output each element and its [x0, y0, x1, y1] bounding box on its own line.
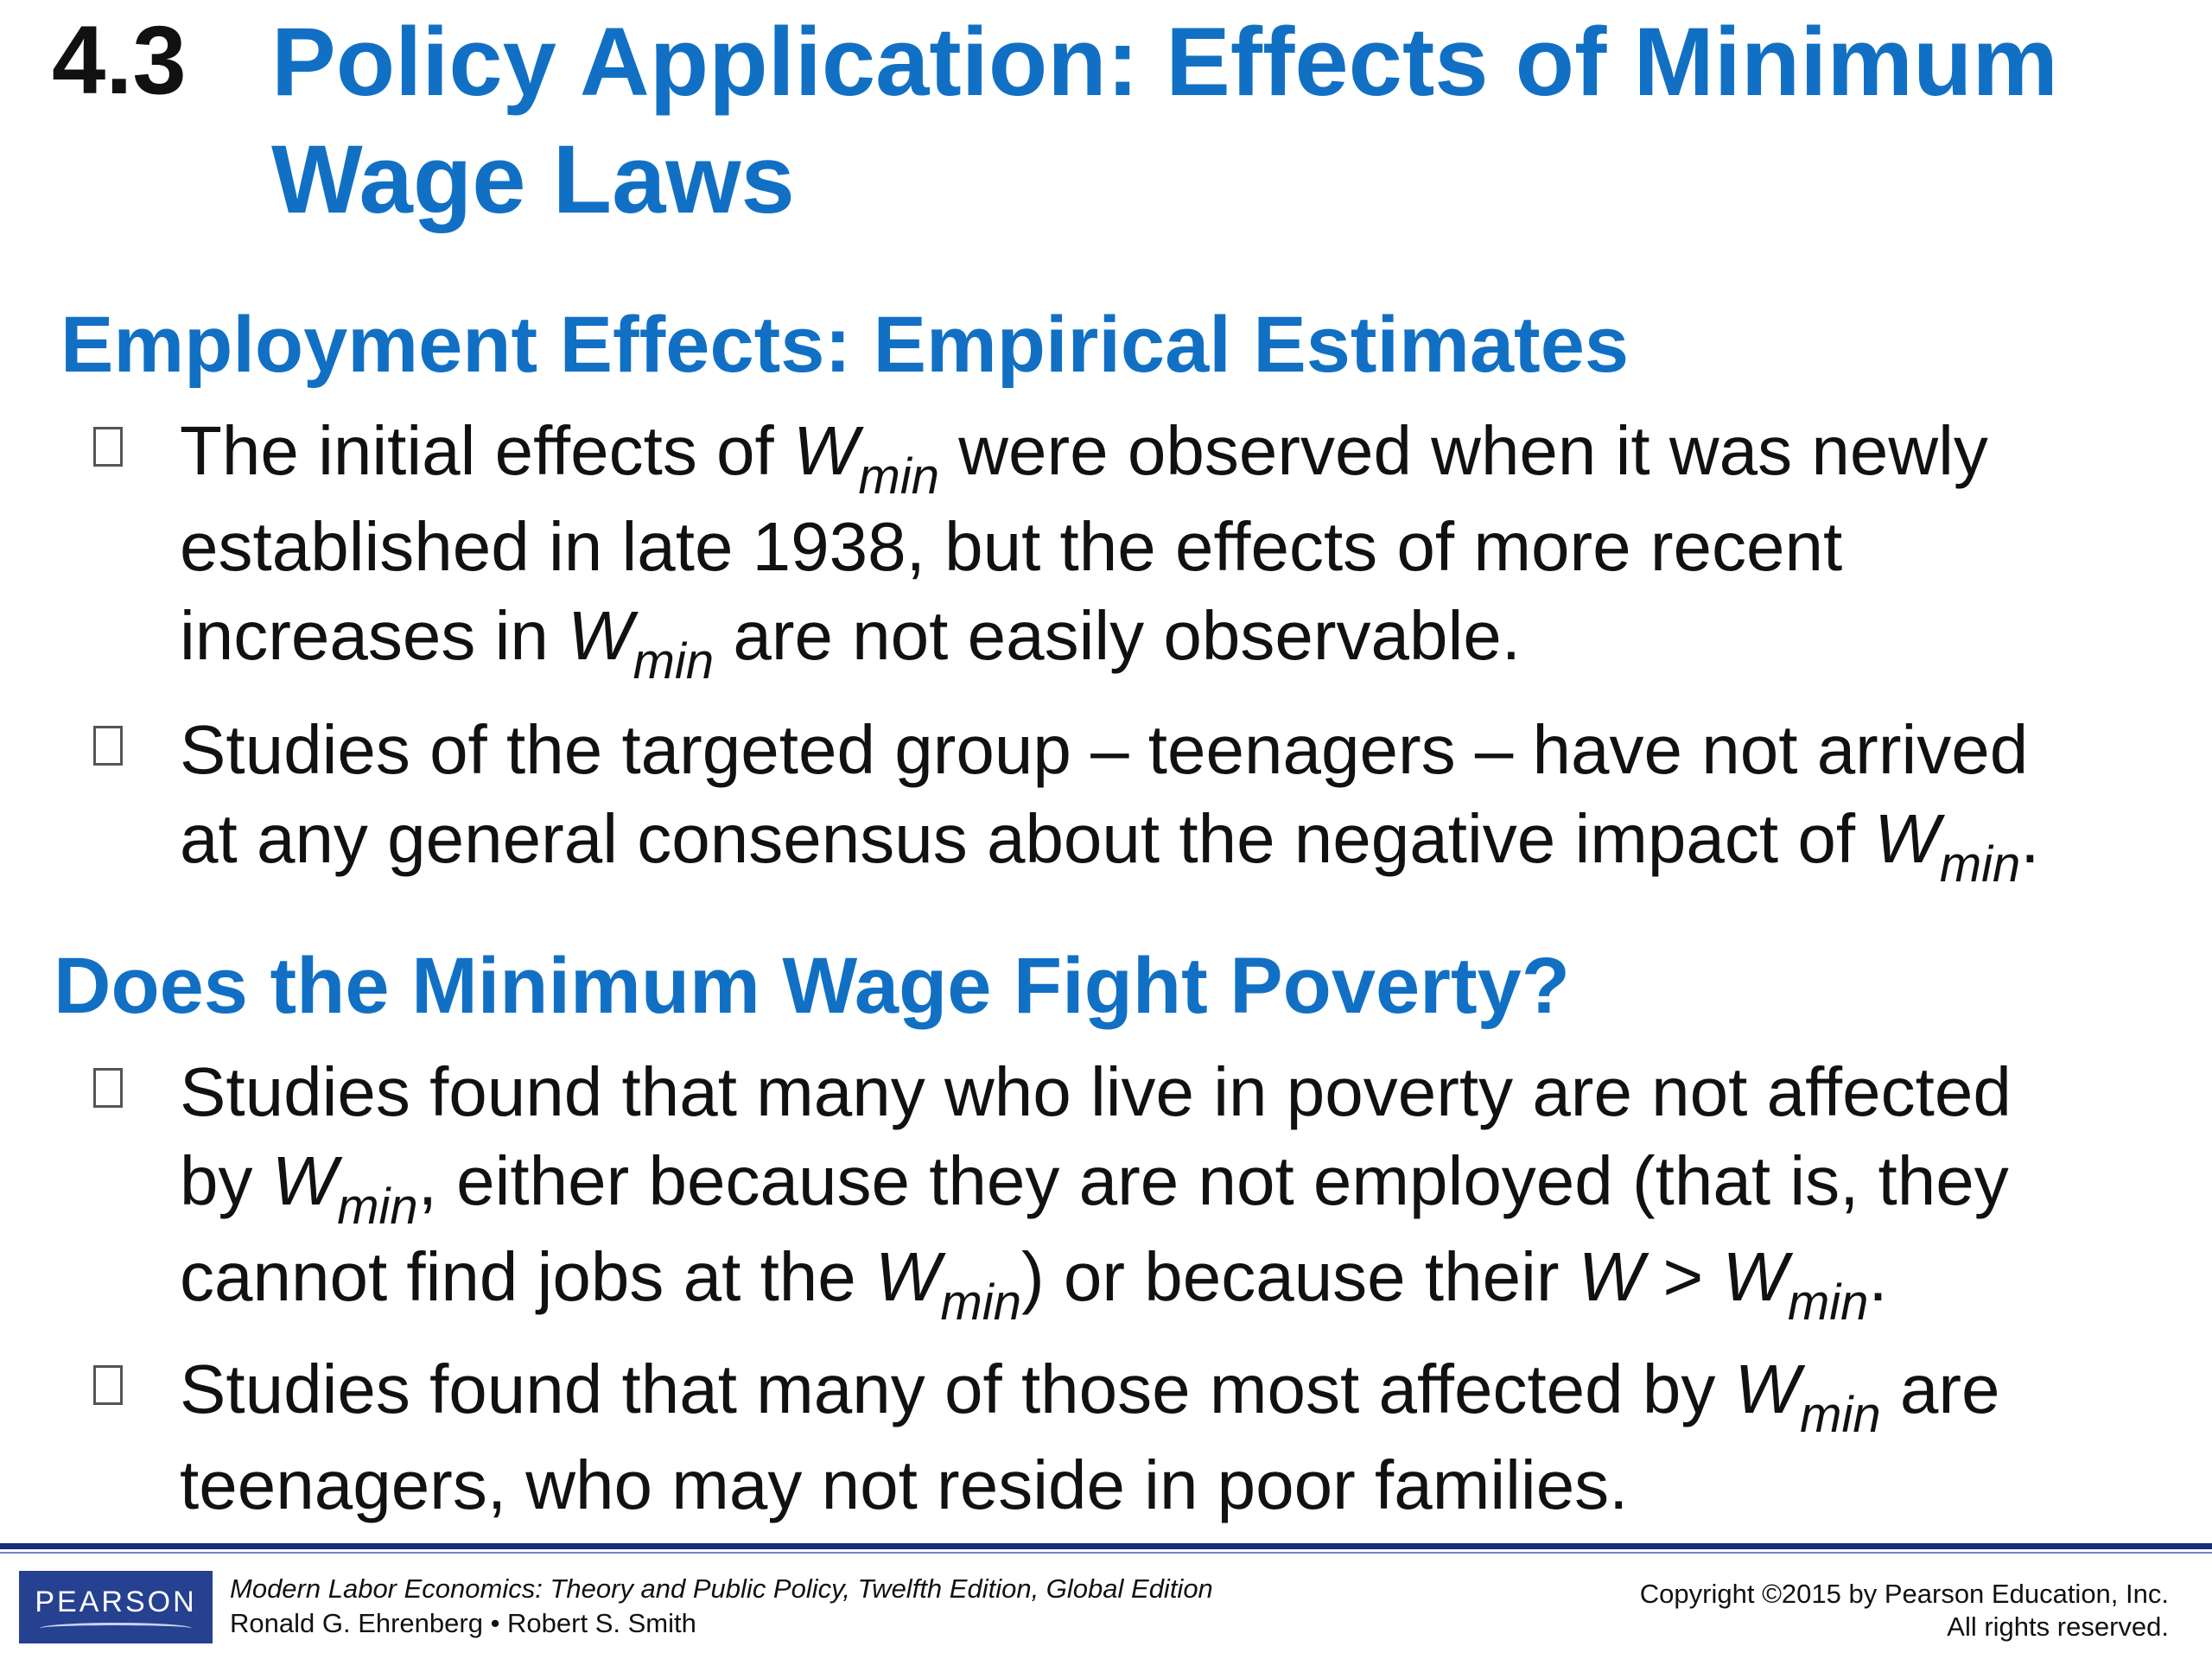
bullet-text — [180, 1047, 2193, 1331]
bullet-square-icon — [93, 1365, 123, 1405]
wage-symbol: W — [875, 1238, 941, 1315]
wage-symbol: W — [1722, 1238, 1788, 1315]
bullet-line: Studies found that many of those most affected by $W_{min}$ are — [180, 1351, 2000, 1443]
min-subscript: min — [1939, 836, 2021, 893]
bullet-square-icon — [93, 1068, 123, 1108]
title-line-1: Policy Application: Effects of Minimum — [271, 8, 2059, 116]
min-subscript: min — [632, 633, 715, 690]
bullet-text — [180, 406, 2193, 690]
wage-symbol: W — [793, 412, 859, 489]
logo-text: PEARSON — [35, 1586, 197, 1618]
bullet-line: teenagers, who may not reside in poor families. — [180, 1446, 1629, 1523]
footer-book-title: Modern Labor Economics: Theory and Public Policy, Twelfth Edition, Global Edition — [230, 1573, 1213, 1604]
wage-symbol: W — [1734, 1351, 1801, 1427]
bullet-line: increases in $W_{min}$ are not easily observable. — [180, 597, 1521, 690]
footer-copyright — [1640, 1578, 2169, 1643]
min-subscript: min — [940, 1274, 1021, 1331]
bullet-text — [180, 1344, 2193, 1529]
bullet-text — [180, 705, 2193, 893]
wage-symbol: W — [271, 1142, 338, 1219]
min-subscript: min — [1800, 1387, 1881, 1443]
bullet-line: established in late 1938, but the effects of more recent — [180, 508, 1843, 585]
bullet-square-icon — [93, 726, 123, 766]
section-heading-poverty: Does the Minimum Wage Fight Poverty? — [54, 942, 1570, 1030]
footer-authors: Ronald G. Ehrenberg • Robert S. Smith — [230, 1608, 696, 1638]
bullet-line: The initial effects of $W_{min}$ were observed when it was newly — [180, 412, 1988, 505]
bullet-line: by $W_{min}$, either because they are not employed (that is, they — [180, 1142, 2009, 1235]
bullet-line: Studies of the targeted group – teenagers – have not arrived — [180, 711, 2029, 788]
bullet-line: at any general consensus about the negative impact of $W_{min}$. — [180, 800, 2040, 893]
footer-divider — [0, 1543, 2212, 1549]
title-line-2: Wage Laws — [271, 125, 795, 233]
bullet-line: cannot find jobs at the $W_{min}$) or because their $W > W_{min}$. — [180, 1238, 1888, 1331]
pearson-logo — [19, 1571, 213, 1643]
min-subscript: min — [858, 448, 939, 505]
page-title — [271, 3, 2190, 238]
min-subscript: min — [1787, 1274, 1869, 1331]
wage-symbol: W — [1874, 800, 1940, 877]
footer-divider-thin — [0, 1552, 2212, 1554]
rights-line: All rights reserved. — [1947, 1611, 2169, 1642]
logo-swoosh-icon — [40, 1623, 192, 1634]
min-subscript: min — [337, 1179, 418, 1235]
wage-symbol: W — [1578, 1238, 1644, 1315]
copyright-line: Copyright ©2015 by Pearson Education, Inc. — [1639, 1579, 2169, 1609]
section-number: 4.3 — [52, 6, 187, 114]
bullet-line: Studies found that many who live in poverty are not affected — [180, 1053, 2012, 1130]
section-heading-employment: Employment Effects: Empirical Estimates — [60, 301, 1630, 389]
bullet-square-icon — [93, 427, 123, 467]
wage-symbol: W — [568, 597, 633, 674]
